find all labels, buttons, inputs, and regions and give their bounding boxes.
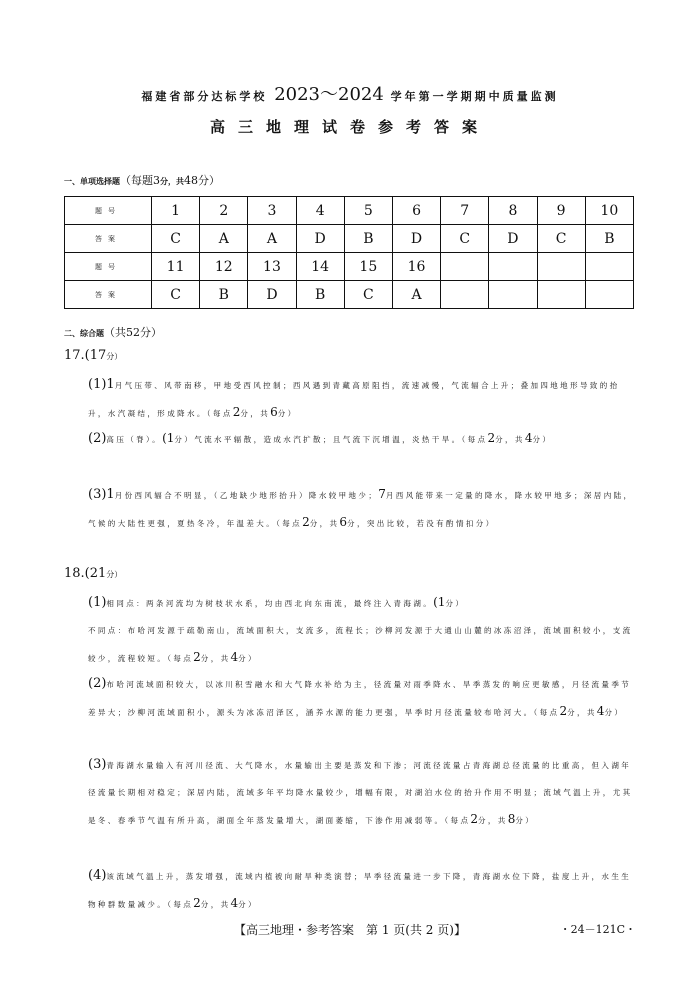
answer-text-segment: 2	[470, 812, 478, 826]
question-number-cell: 2	[200, 197, 248, 225]
answer-text-segment: 月份西风辐合不明显，（乙地缺少地形抬升）降水较甲地少；	[114, 491, 379, 500]
answer-cell: A	[200, 225, 248, 253]
answer-cell: D	[392, 225, 440, 253]
answer-text-segment: 2	[487, 431, 496, 445]
answer-text-segment: 该流域气温上升，蒸发增强，流域内植被向耐旱种类演替；旱季径流量进一步下降，青海湖水位下降，盐度上升，水生生物种群数量减少。（每点	[88, 872, 632, 909]
answer-text-segment: (3)1	[88, 487, 115, 502]
answer-text-segment: (1)1	[88, 377, 115, 392]
answer-cell: B	[585, 225, 633, 253]
paper-code: ・24－121C・	[559, 923, 636, 936]
answer-cell: A	[392, 281, 440, 309]
answer-text-segment: 分，共	[240, 409, 271, 418]
answer-label-cell: 答案	[65, 281, 152, 309]
answer-text-segment: 4	[524, 431, 533, 445]
answer-text-segment: 4	[230, 650, 239, 664]
answer-text-segment: 分）	[532, 435, 553, 444]
answer-text-segment: 月西风能带来一定量的降水，降水较甲地多；深居内陆，气候的大陆性更强，夏热冬冷，年温差大。（每点	[88, 491, 634, 528]
question-number-cell	[585, 253, 633, 281]
answer-cell	[585, 281, 633, 309]
question-18-heading: 18.(21分）	[64, 566, 123, 581]
answer-text-segment: 分）	[515, 816, 536, 825]
answer-text-segment: (3)	[88, 757, 107, 772]
answer-text-segment: 月气压带、风带南移，甲地受西风控制；西风遇到青藏高原阻挡，流速减慢，气流辐合上升；叠加四地地形导致的抬升，水汽凝结，形成降水。（每点	[88, 381, 620, 418]
answer-cell: B	[200, 281, 248, 309]
answer-text-segment: 2	[302, 515, 310, 529]
question-number-cell: 6	[392, 197, 440, 225]
question-number-cell: 9	[537, 197, 585, 225]
answer-text-segment: 2	[232, 405, 241, 419]
question-number-cell: 4	[296, 197, 344, 225]
question-number-cell: 14	[296, 253, 344, 281]
answer-text-segment: 分，共	[478, 816, 508, 825]
question-number-row	[65, 197, 634, 225]
answer-text-segment: 2	[193, 650, 201, 664]
answer-text-segment: 分）	[238, 654, 258, 663]
answer-text-segment: (1)	[88, 595, 107, 610]
question-label-cell: 题号	[65, 253, 152, 281]
answer-text-segment: 7	[378, 487, 386, 501]
question-number-cell	[489, 253, 537, 281]
answer-cell: B	[296, 281, 344, 309]
answer-text-segment: 分）	[238, 900, 258, 909]
question-number-cell: 10	[585, 197, 633, 225]
answer-row	[65, 281, 634, 309]
answer-cell	[489, 281, 537, 309]
school-header	[0, 80, 700, 106]
answer-cell: C	[537, 225, 585, 253]
q18-part3	[88, 751, 636, 834]
answer-text-segment: 4	[596, 704, 605, 718]
answer-cell: D	[489, 225, 537, 253]
answer-text-segment: 分，共	[309, 519, 340, 528]
answer-text-segment: 4	[230, 896, 239, 910]
answer-text-segment: 分，突出比较，若没有酌情扣分）	[347, 519, 496, 528]
answer-cell: C	[152, 225, 200, 253]
question-number-cell: 12	[200, 253, 248, 281]
answer-text-segment: 青海湖水量输入有河川径流、大气降水，水量输出主要是蒸发和下渗；河流径流量占青海湖总径流量的比重高，但入湖年径流量长期相对稳定；深居内陆，流域多年平均降水量较少，增幅有限，对湖泊水位的抬升作用不明显；流域气温上升，尤其是冬、春季节气温有所升高，湖面全年蒸发量增大，湖面萎缩，下渗作用减弱等。（每点	[88, 761, 633, 825]
section-2-heading: 二、综合题（共52分）	[64, 326, 162, 339]
question-number-cell	[537, 253, 585, 281]
answer-label-cell: 答案	[65, 225, 152, 253]
school-name: 福建省部分达标学校	[141, 90, 268, 103]
question-number-cell: 1	[152, 197, 200, 225]
question-number-cell: 13	[248, 253, 296, 281]
page-footer: 【高三地理・参考答案 第 1 页(共 2 页)】	[234, 923, 466, 937]
answer-cell: C	[152, 281, 200, 309]
school-year: 2023～2024	[274, 84, 384, 105]
answer-text-segment: 不同点：布哈河发源于疏勒南山，流域面积大，支流多，流程长；沙柳河发源于大通山山麓的冰冻沼泽，流域面积较小，支流较少，流程较短。（每点	[88, 626, 633, 663]
answer-text-segment: (4)	[88, 868, 107, 883]
question-label-cell: 题号	[65, 197, 152, 225]
question-number-cell: 3	[248, 197, 296, 225]
question-number-cell: 16	[392, 253, 440, 281]
answer-text-segment: 2	[193, 896, 201, 910]
question-number-cell: 15	[344, 253, 392, 281]
answer-text-segment: 相同点：两条河流均为树枝状水系，均由西北向东南流，最终注入青海湖。	[106, 599, 434, 608]
question-number-cell: 7	[441, 197, 489, 225]
section-1-heading: 一、单项选择题（每题3分，共48分）	[64, 174, 220, 187]
answer-table	[64, 196, 634, 309]
q18-part2	[88, 670, 636, 726]
answer-row	[65, 225, 634, 253]
answer-text-segment: 分，共	[200, 654, 231, 663]
question-number-cell: 11	[152, 253, 200, 281]
question-number-cell: 5	[344, 197, 392, 225]
question-number-cell	[441, 253, 489, 281]
answer-text-segment: 布哈河流域面积较大，以冰川积雪融水和大气降水补给为主，径流量对雨季降水、旱季蒸发的响应更敏感，月径流量季节差异大；沙柳河流域面积小，源头为冰冻沼泽区，涵养水源的能力更强，旱季时月径流量较布哈河大。（每点	[88, 680, 632, 717]
q17-part3	[88, 481, 636, 537]
answer-text-segment: 分）气流水平辐散，造成水汽扩散；且气流下沉增温，炎热干旱。（每点	[174, 435, 488, 444]
answer-cell: B	[344, 225, 392, 253]
answer-text-segment: 8	[507, 812, 516, 826]
question-number-cell: 8	[489, 197, 537, 225]
answer-cell: C	[344, 281, 392, 309]
answer-cell: A	[248, 225, 296, 253]
answer-text-segment: (1	[162, 431, 175, 445]
question-17-heading: 17.(17分）	[64, 348, 123, 363]
answer-cell: D	[296, 225, 344, 253]
q18-part4	[88, 862, 636, 918]
answer-text-segment: (1	[433, 595, 446, 609]
answer-text-segment: 2	[559, 704, 568, 718]
answer-cell: D	[248, 281, 296, 309]
q17-part2	[88, 425, 636, 453]
answer-text-segment: 高压（脊）。	[106, 435, 163, 444]
answer-cell	[441, 281, 489, 309]
q17-part1	[88, 371, 636, 427]
answer-text-segment: 分）	[604, 708, 625, 717]
exam-name: 学年第一学期期中质量监测	[390, 90, 559, 103]
question-number-row	[65, 253, 634, 281]
answer-cell	[537, 281, 585, 309]
page-title: 高三地理试卷参考答案	[209, 118, 490, 136]
answer-cell: C	[441, 225, 489, 253]
answer-text-segment: 分）	[277, 409, 298, 418]
answer-text-segment: 分，共	[495, 435, 525, 444]
answer-text-segment: 分，共	[200, 900, 231, 909]
answer-text-segment: 分）	[445, 599, 466, 608]
q18-part1-same	[88, 589, 636, 617]
answer-text-segment: 6	[270, 405, 278, 419]
answer-text-segment: 分，共	[567, 708, 597, 717]
q18-part1-diff	[88, 617, 636, 672]
answer-text-segment: (2)	[88, 431, 107, 446]
answer-text-segment: 6	[339, 515, 348, 529]
answer-text-segment: (2)	[88, 676, 107, 691]
